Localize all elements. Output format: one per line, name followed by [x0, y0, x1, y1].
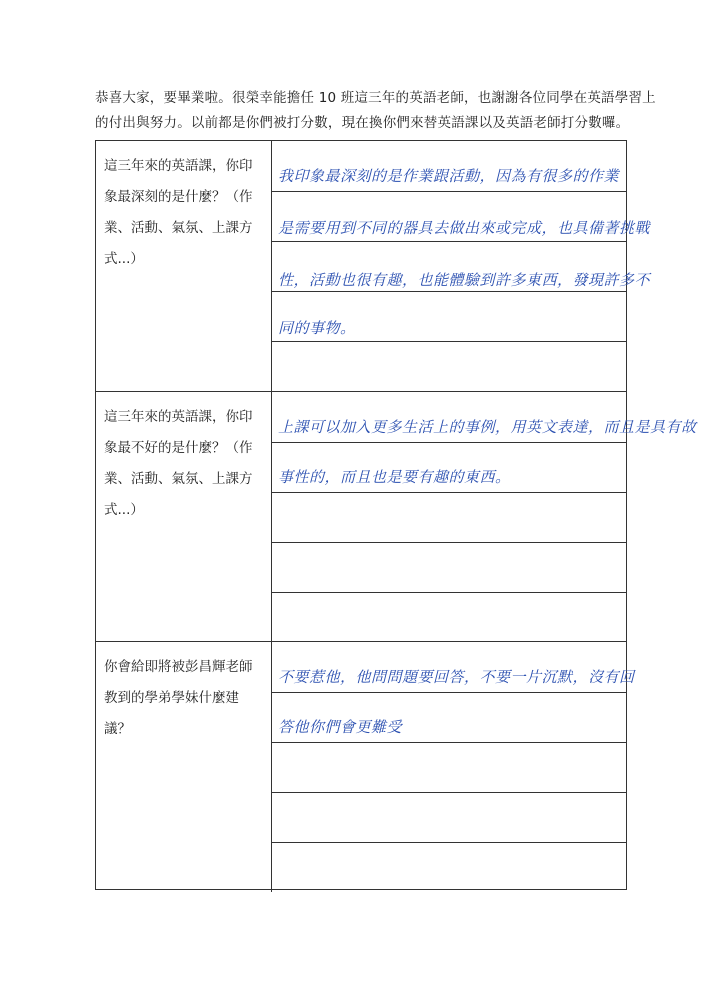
question-cell-2	[96, 392, 272, 642]
handwritten-answer-line: 我印象最深刻的是作業跟活動，因為有很多的作業	[278, 167, 620, 185]
question-text: 你會給即將被彭昌輝老師	[104, 659, 253, 675]
handwritten-answer-line: 不要惹他，他問問題要回答，不要一片沉默，沒有回	[278, 668, 635, 686]
question-text: 象最深刻的是什麼？（作	[104, 189, 253, 205]
handwritten-answer-line: 是需要用到不同的器具去做出來或完成，也具備著挑戰	[278, 219, 651, 237]
answer-rule	[272, 492, 626, 493]
question-text: 式...）	[104, 251, 144, 267]
answer-cell-3[interactable]	[272, 642, 635, 892]
answer-rule	[272, 842, 626, 843]
answer-cell-1[interactable]	[272, 141, 651, 391]
handwritten-answer-line: 事性的，而且也是要有趣的東西。	[278, 468, 511, 486]
intro-line-2: 的付出與努力。以前都是你們被打分數，現在換你們來替英語課以及英語老師打分數囉。	[95, 115, 630, 131]
answer-rule	[272, 191, 626, 192]
question-text: 象最不好的是什麼？（作	[104, 440, 253, 456]
question-text: 教到的學弟學妹什麼建	[104, 690, 239, 706]
answer-rule	[272, 341, 626, 342]
handwritten-answer-line: 同的事物。	[278, 319, 356, 337]
intro-paragraph	[95, 86, 655, 136]
question-text: 議？	[104, 721, 131, 737]
question-cell-3	[96, 642, 272, 892]
answer-rule	[272, 241, 626, 242]
answer-rule	[272, 792, 626, 793]
answer-rule	[272, 291, 626, 292]
answer-rule	[272, 592, 626, 593]
answer-rule	[272, 742, 626, 743]
question-section-3	[96, 641, 635, 892]
answer-rule	[272, 692, 626, 693]
answer-rule	[272, 542, 626, 543]
question-text: 業、活動、氣氛、上課方	[104, 471, 253, 487]
handwritten-answer-line: 性，活動也很有趣，也能體驗到許多東西，發現許多不	[278, 271, 651, 289]
handwritten-answer-line: 上課可以加入更多生活上的事例，用英文表達，而且是具有故	[278, 418, 697, 436]
question-text: 這三年來的英語課，你印	[104, 409, 253, 425]
question-text: 式...）	[104, 502, 144, 518]
answer-rule	[272, 442, 626, 443]
answer-cell-2[interactable]	[272, 392, 697, 642]
question-cell-1	[96, 141, 272, 391]
question-section-2	[96, 391, 697, 642]
question-text: 業、活動、氣氛、上課方	[104, 220, 253, 236]
intro-line-1: 恭喜大家，要畢業啦。很榮幸能擔任 10 班這三年的英語老師，也謝謝各位同學在英語學習上	[95, 90, 656, 106]
question-text: 這三年來的英語課，你印	[104, 158, 253, 174]
feedback-form	[95, 140, 697, 890]
question-section-1	[96, 141, 651, 391]
handwritten-answer-line: 答他你們會更難受	[278, 718, 403, 736]
